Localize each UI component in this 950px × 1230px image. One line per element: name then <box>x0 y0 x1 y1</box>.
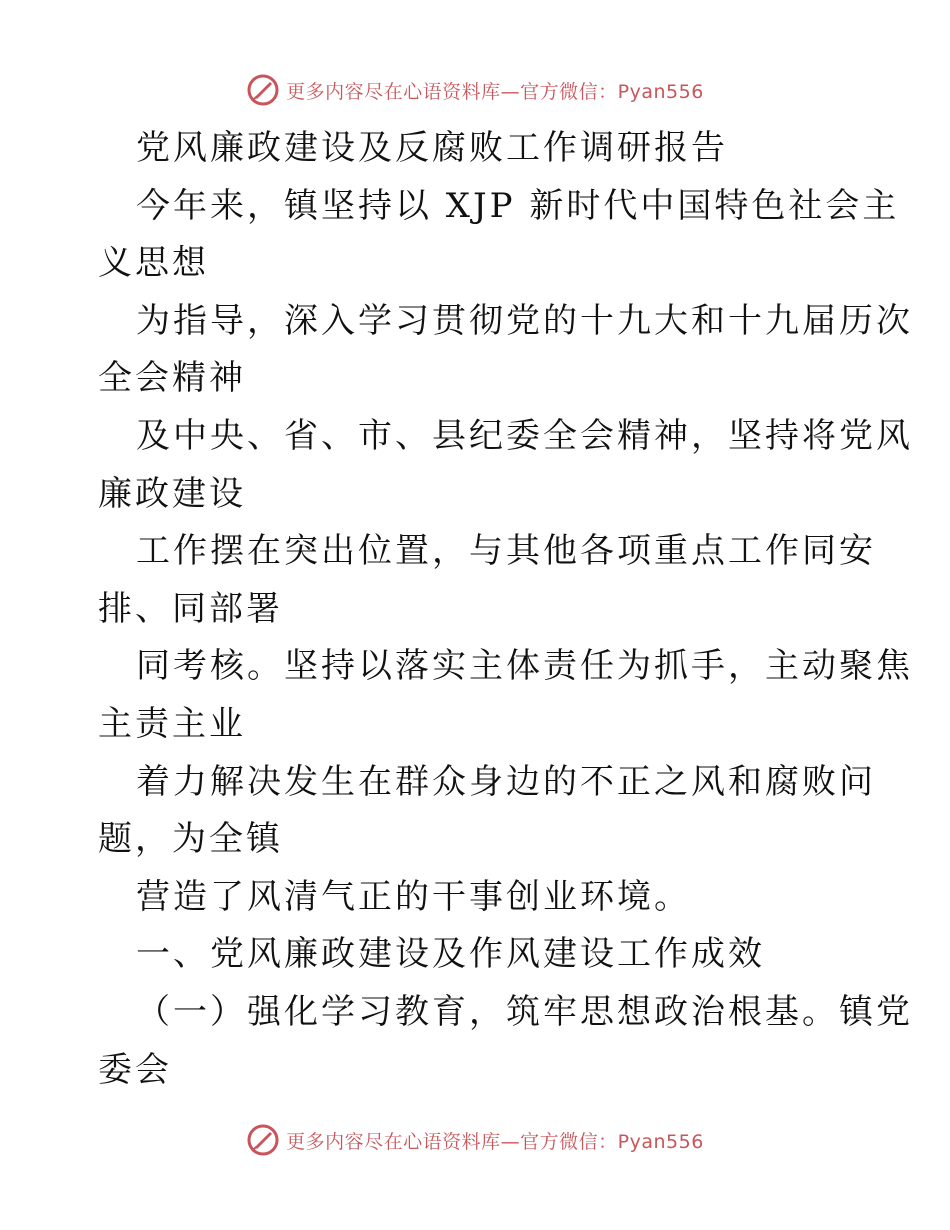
text-line: 义思想 <box>98 243 209 284</box>
document-body <box>98 120 913 1099</box>
text-line: 工作摆在突出位置，与其他各项重点工作同安 <box>136 531 876 572</box>
watermark-text: 更多内容尽在心语资料库—官方微信：Pyan556 <box>286 1130 704 1153</box>
text-line: 排、同部署 <box>98 588 283 629</box>
footer-watermark <box>0 1120 950 1160</box>
text-line: 题，为全镇 <box>98 819 283 860</box>
text-line: 主责主业 <box>98 703 246 744</box>
text-line: 党风廉政建设及反腐败工作调研报告 <box>136 128 728 168</box>
watermark-text: 更多内容尽在心语资料库—官方微信：Pyan556 <box>286 80 704 103</box>
text-line: 今年来，镇坚持以 XJP 新时代中国特色社会主 <box>136 185 900 226</box>
text-line: 全会精神 <box>98 358 246 399</box>
header-watermark <box>0 70 950 110</box>
text-line: 一、党风廉政建设及作风建设工作成效 <box>136 934 765 975</box>
text-line: （一）强化学习教育，筑牢思想政治根基。镇党 <box>136 991 913 1032</box>
text-line: 着力解决发生在群众身边的不正之风和腐败问 <box>136 761 876 802</box>
text-line: 同考核。坚持以落实主体责任为抓手，主动聚焦 <box>136 646 913 687</box>
quill-pen-logo-icon <box>246 1123 280 1157</box>
quill-pen-logo-icon <box>246 73 280 107</box>
text-line: 为指导，深入学习贯彻党的十九大和十九届历次 <box>136 300 913 341</box>
text-line: 营造了风清气正的干事创业环境。 <box>136 876 691 917</box>
text-line: 廉政建设 <box>98 473 246 514</box>
text-line: 委会 <box>98 1049 172 1090</box>
text-line: 及中央、省、市、县纪委全会精神，坚持将党风 <box>136 415 913 456</box>
